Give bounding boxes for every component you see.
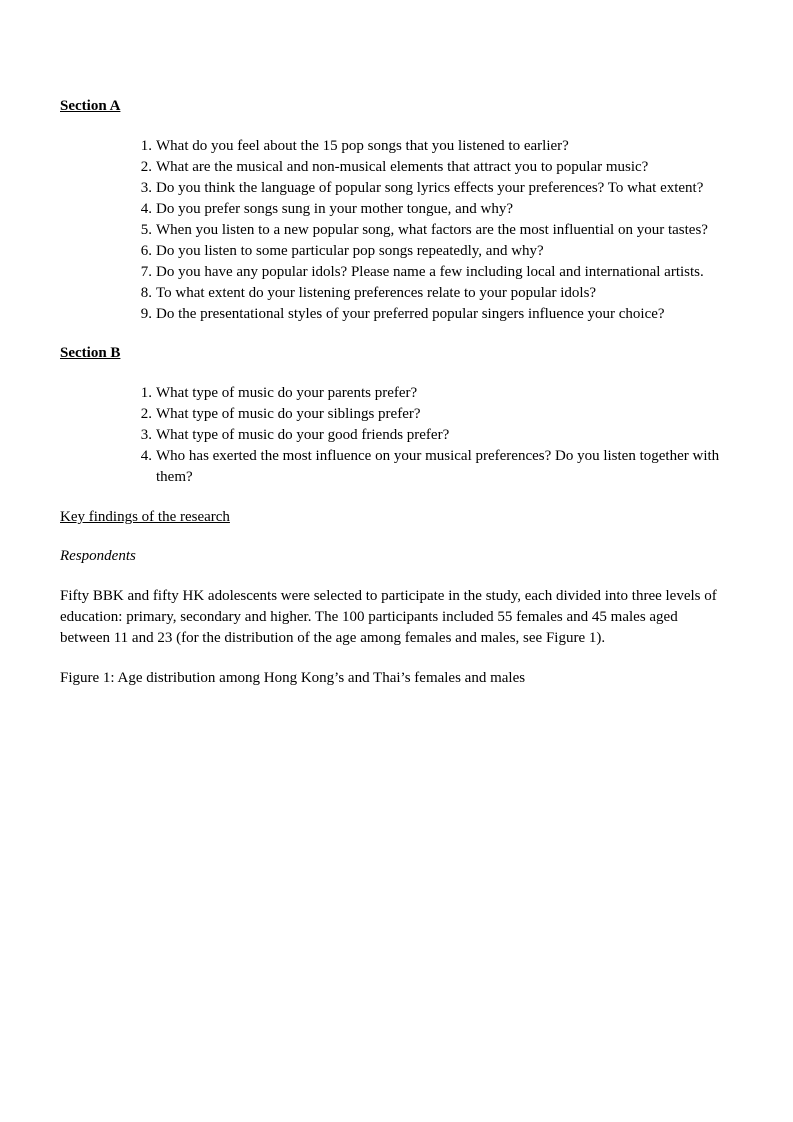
list-item <box>60 425 730 446</box>
question-number: 1. <box>140 385 152 401</box>
section-a-heading: Section A <box>60 98 121 114</box>
key-findings-heading: Key findings of the research <box>60 509 230 525</box>
question-number: 6. <box>140 243 152 259</box>
section-b-question-list <box>60 383 730 488</box>
list-item <box>60 446 730 488</box>
figure-caption: Figure 1: Age distribution among Hong Kong’s and Thai’s females and males <box>60 670 526 686</box>
respondents-heading: Respondents <box>60 548 136 564</box>
question-text: Do you think the language of popular song lyrics effects your preferences? To what extent? <box>156 180 704 196</box>
question-number: 2. <box>140 406 152 422</box>
list-item <box>60 178 730 199</box>
question-number: 5. <box>140 222 152 238</box>
list-item <box>60 220 730 241</box>
list-item <box>60 199 730 220</box>
list-item <box>60 136 730 157</box>
question-number: 7. <box>140 264 152 280</box>
question-text: What are the musical and non-musical elements that attract you to popular music? <box>156 159 649 175</box>
question-text: What do you feel about the 15 pop songs that you listened to earlier? <box>156 138 569 154</box>
question-text: To what extent do your listening preferences relate to your popular idols? <box>156 285 597 301</box>
question-number: 4. <box>140 448 152 464</box>
question-number: 3. <box>140 180 152 196</box>
question-text: When you listen to a new popular song, what factors are the most influential on your tastes? <box>156 222 708 238</box>
question-text: What type of music do your parents prefer? <box>156 385 418 401</box>
list-item <box>60 157 730 178</box>
document-page <box>60 96 730 689</box>
section-b-heading: Section B <box>60 345 121 361</box>
question-number: 2. <box>140 159 152 175</box>
question-text: What type of music do your good friends prefer? <box>156 427 450 443</box>
question-text: What type of music do your siblings prefer? <box>156 406 421 422</box>
question-text: Do the presentational styles of your preferred popular singers influence your choice? <box>156 306 665 322</box>
question-text: Do you prefer songs sung in your mother tongue, and why? <box>156 201 514 217</box>
question-number: 8. <box>140 285 152 301</box>
section-a-question-list <box>60 136 730 325</box>
question-number: 4. <box>140 201 152 217</box>
question-text: Do you listen to some particular pop songs repeatedly, and why? <box>156 243 544 259</box>
list-item <box>60 283 730 304</box>
respondents-paragraph: Fifty BBK and fifty HK adolescents were selected to participate in the study, each divided into three levels of education: primary, secondary and higher. The 100 participants included 55 females and 45 males aged between 11 and 23 (for the distribution of the age among females and males, see Figure 1). <box>60 588 717 646</box>
list-item <box>60 404 730 425</box>
question-text: Do you have any popular idols? Please name a few including local and international artists. <box>156 264 704 280</box>
question-number: 1. <box>140 138 152 154</box>
question-number: 9. <box>140 306 152 322</box>
list-item <box>60 262 730 283</box>
list-item <box>60 304 730 325</box>
list-item <box>60 383 730 404</box>
question-text: Who has exerted the most influence on your musical preferences? Do you listen together with them? <box>156 448 720 485</box>
list-item <box>60 241 730 262</box>
question-number: 3. <box>140 427 152 443</box>
